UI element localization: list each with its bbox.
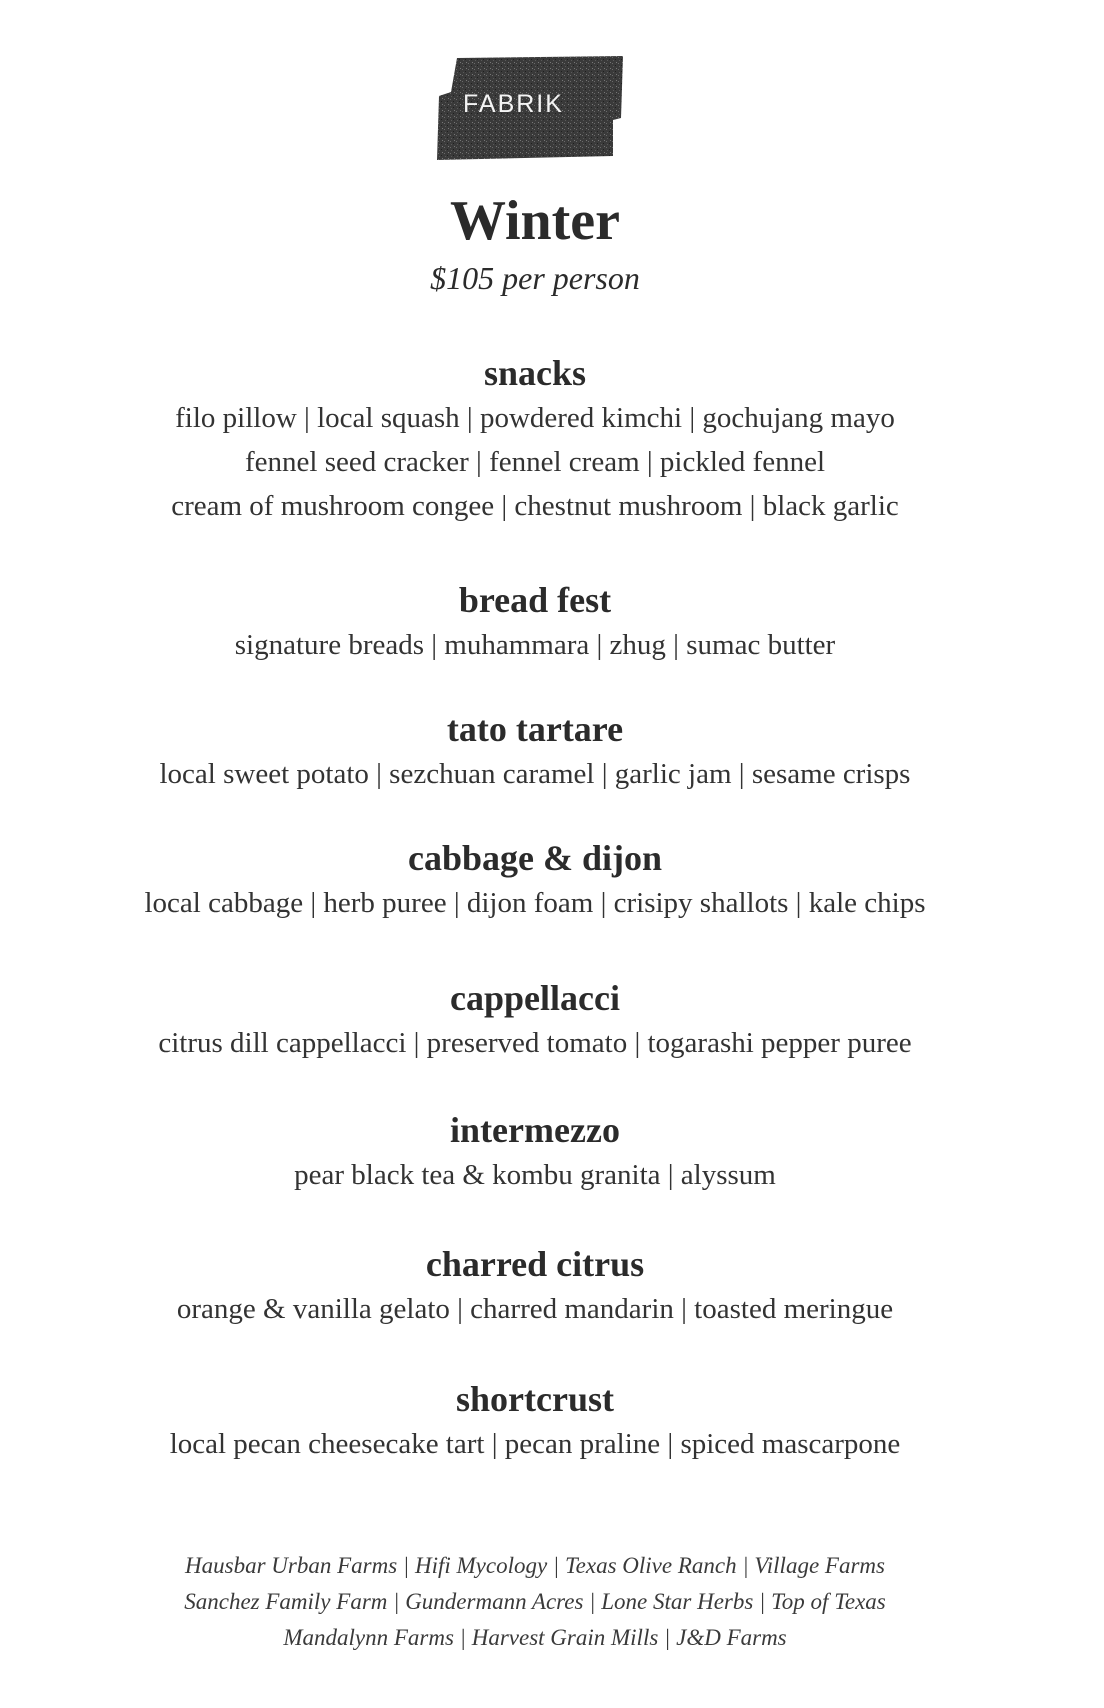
course-item: citrus dill cappellacci | preserved tomato | togarashi pepper puree (158, 1027, 912, 1059)
course-item: cream of mushroom congee | chestnut mushroom | black garlic (171, 490, 899, 522)
menu-price: $105 per person (430, 260, 640, 296)
farm-credits (0, 1548, 1070, 1656)
course-title: cabbage & dijon (407, 838, 663, 878)
course-item: filo pillow | local squash | powdered kimchi | gochujang mayo (175, 402, 895, 434)
course-item: signature breads | muhammara | zhug | sumac butter (234, 629, 836, 661)
fabrik-logo (437, 56, 623, 162)
course-title: charred citrus (425, 1244, 645, 1284)
course-bread-fest (0, 577, 1070, 667)
course-cappellacci (0, 975, 1070, 1065)
course-intermezzo (0, 1107, 1070, 1197)
course-title: cappellacci (450, 978, 620, 1018)
course-title: tato tartare (446, 709, 624, 749)
course-tato-tartare (0, 706, 1070, 796)
farm-line: Sanchez Family Farm | Gundermann Acres | Lone Star Herbs | Top of Texas (184, 1589, 886, 1614)
course-shortcrust (0, 1376, 1070, 1466)
course-item: fennel seed cracker | fennel cream | pickled fennel (245, 446, 825, 478)
farm-line: Hausbar Urban Farms | Hifi Mycology | Texas Olive Ranch | Village Farms (185, 1553, 885, 1578)
course-snacks (0, 350, 1070, 528)
course-item: pear black tea & kombu granita | alyssum (294, 1159, 776, 1191)
farm-line: Mandalynn Farms | Harvest Grain Mills | J&D Farms (283, 1625, 787, 1650)
course-item: orange & vanilla gelato | charred mandarin | toasted meringue (176, 1293, 894, 1325)
course-title: shortcrust (456, 1379, 614, 1419)
course-title: intermezzo (450, 1110, 620, 1150)
course-charred-citrus (0, 1241, 1070, 1331)
course-title: bread fest (458, 580, 612, 620)
menu-title: Winter (449, 190, 621, 252)
logo-wordmark: FABRIK (463, 90, 564, 118)
course-title: snacks (483, 353, 587, 393)
course-item: local pecan cheesecake tart | pecan praline | spiced mascarpone (169, 1428, 901, 1460)
course-item: local cabbage | herb puree | dijon foam | crisipy shallots | kale chips (144, 887, 926, 919)
course-item: local sweet potato | sezchuan caramel | garlic jam | sesame crisps (159, 758, 911, 790)
course-cabbage-dijon (0, 835, 1070, 925)
